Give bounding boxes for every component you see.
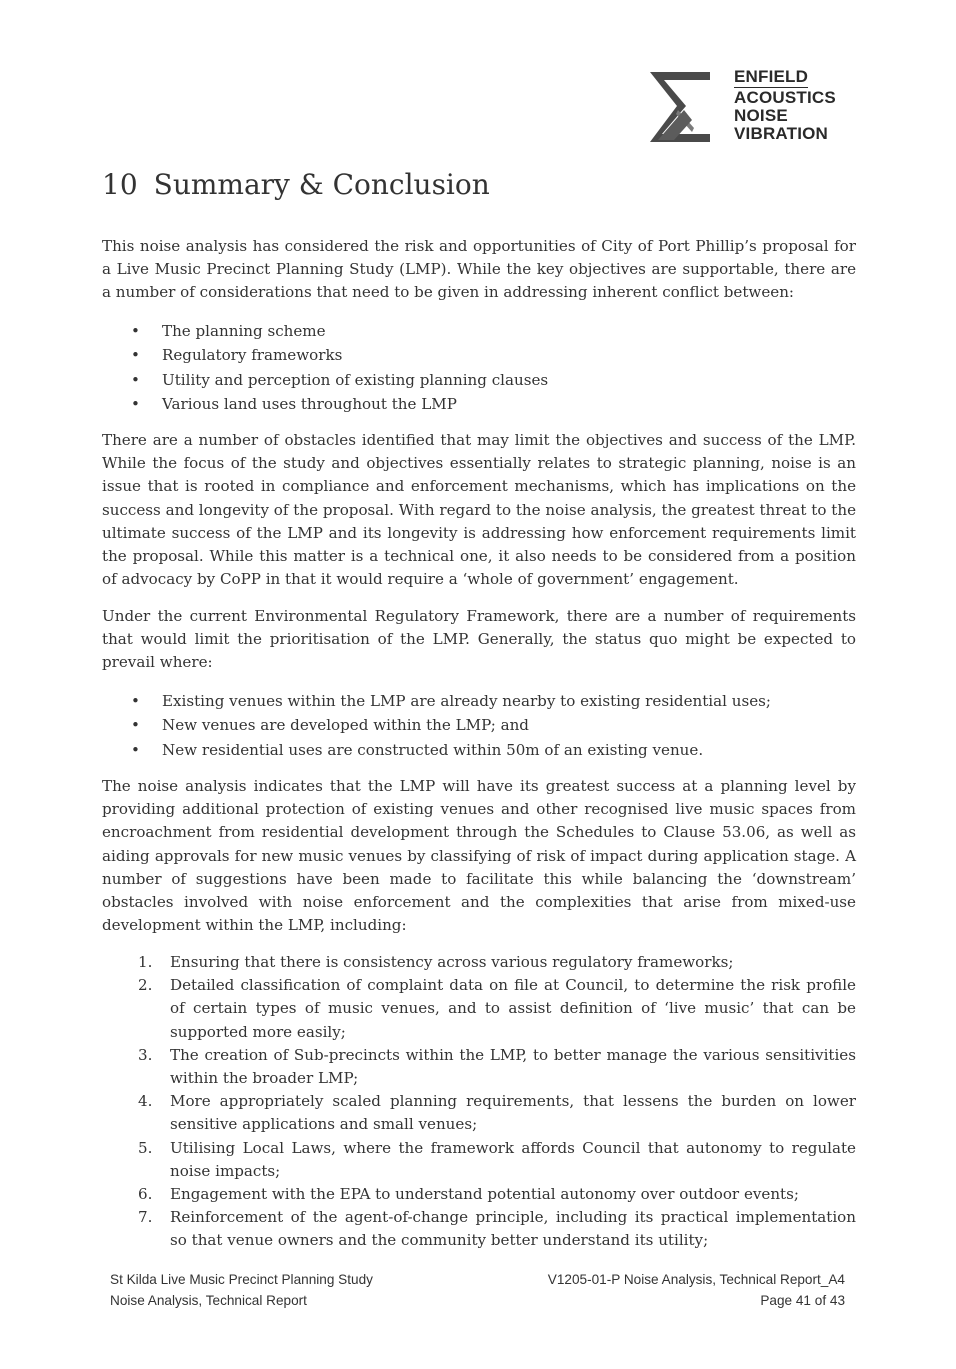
item-number: 6. — [138, 1185, 153, 1204]
numbered-item — [102, 1183, 856, 1206]
paragraph-obstacles: There are a number of obstacles identified that may limit the objectives and success of the LMP. While the focus of the study and objectives essentially relates to strategic planning, noise is an issue that is rooted in compliance and enforcement mechanisms, which has implications on the success and longevity of the proposal. With regard to the noise analysis, the greatest threat to the ultimate success of the LMP and its longevity is addressing how enforcement requirements limit the proposal. While this matter is a technical one, it also needs to be considered from a position of advocacy by CoPP in that it would require a ‘whole of government’ engagement. — [102, 431, 856, 589]
item-text: The creation of Sub-precincts within the LMP, to better manage the various sensitivities within the broader LMP; — [170, 1045, 856, 1088]
footer-study-title: St Kilda Live Music Precinct Planning Study — [110, 1272, 373, 1287]
sigma-logo-icon — [648, 70, 720, 144]
item-text: Utilising Local Laws, where the framework affords Council that autonomy to regulate noise impacts; — [170, 1138, 856, 1180]
list-item: • New venues are developed within the LMP; and — [102, 713, 856, 737]
list-item: • Regulatory frameworks — [102, 343, 856, 367]
logo-wordmark — [734, 68, 836, 143]
footer-right — [504, 1269, 845, 1311]
item-text: Reinforcement of the agent-of-change principle, including its practical implementation so that venue owners and the community better understand its utility; — [170, 1208, 856, 1250]
numbered-item — [102, 1137, 856, 1183]
list-item: • Utility and perception of existing planning clauses — [102, 368, 856, 392]
list-item: • Existing venues within the LMP are already nearby to existing residential uses; — [102, 689, 856, 713]
company-logo — [648, 68, 848, 148]
section-heading — [102, 168, 490, 201]
logo-line: NOISE — [734, 106, 788, 125]
item-number: 3. — [138, 1045, 153, 1064]
numbered-item — [102, 974, 856, 1044]
footer-report-type: Noise Analysis, Technical Report — [110, 1293, 307, 1308]
item-number: 1. — [138, 953, 153, 971]
section-title: Summary & Conclusion — [153, 168, 490, 201]
list-item: • The planning scheme — [102, 319, 856, 343]
item-number: 2. — [138, 976, 153, 995]
paragraph-analysis: The noise analysis indicates that the LMP will have its greatest success at a planning level by providing additional protection of existing venues and other recognised live music spaces from encroachment from residential development through the Schedules to Clause 53.06, as well as aiding approvals for new music venues by classifying of risk of impact during application stage. A number of suggestions have been made to facilitate this while balancing the ‘downstream’ obstacles involved with noise enforcement and the complexities that arise from mixed-use development within the LMP, including: — [102, 777, 856, 935]
footer-document-id: V1205-01-P Noise Analysis, Technical Report_A4 — [547, 1272, 845, 1287]
numbered-item — [102, 1090, 856, 1136]
bullet-list-status-quo — [102, 689, 856, 762]
item-text: Detailed classification of complaint data on file at Council, to determine the risk profile of certain types of music venues, and to assist definition of ‘live music’ that can be supported more easily; — [170, 976, 856, 1041]
footer-page-number: Page 41 of 43 — [760, 1293, 845, 1308]
item-text: More appropriately scaled planning requirements, that lessens the burden on lower sensitive applications and small venues; — [170, 1092, 856, 1134]
section-number: 10 — [102, 168, 138, 201]
list-item: • New residential uses are constructed within 50m of an existing venue. — [102, 738, 856, 762]
paragraph-regulatory: Under the current Environmental Regulatory Framework, there are a number of requirements that would limit the prioritisation of the LMP. Generally, the status quo might be expected to prevail where: — [102, 607, 856, 672]
paragraph-intro: This noise analysis has considered the risk and opportunities of City of Port Phillip’s proposal for a Live Music Precinct Planning Study (LMP). While the key objectives are supportable, there are a number of considerations that need to be given in addressing inherent conflict between: — [102, 237, 856, 302]
item-text: Ensuring that there is consistency across various regulatory frameworks; — [170, 953, 734, 971]
list-item: • Various land uses throughout the LMP — [102, 392, 856, 416]
numbered-item — [102, 1206, 856, 1252]
numbered-item — [102, 1044, 856, 1090]
footer-left — [110, 1269, 373, 1311]
item-text: Engagement with the EPA to understand potential autonomy over outdoor events; — [170, 1185, 799, 1204]
logo-line: ENFIELD — [734, 67, 809, 86]
logo-line: ACOUSTICS — [734, 88, 836, 107]
item-number: 4. — [138, 1092, 153, 1111]
item-number: 7. — [138, 1208, 153, 1227]
numbered-item — [102, 951, 856, 974]
item-number: 5. — [138, 1138, 153, 1157]
numbered-suggestions-list — [102, 951, 856, 1253]
bullet-list-conflicts — [102, 319, 856, 416]
logo-line: VIBRATION — [734, 124, 829, 143]
